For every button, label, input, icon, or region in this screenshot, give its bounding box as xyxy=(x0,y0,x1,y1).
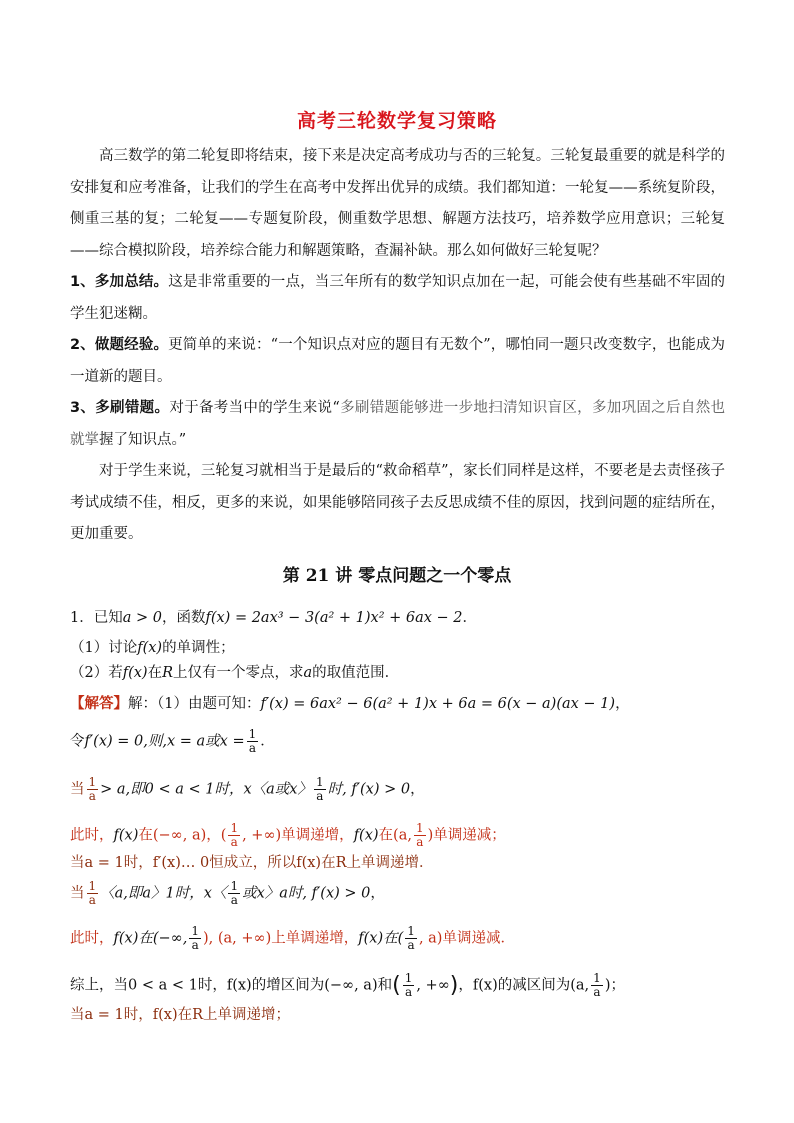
tip-1-text: 这是非常重要的一点，当三年所有的数学知识点加在一起，可能会使有些基础不牢固的学生犯迷糊。 xyxy=(70,274,725,322)
frac-num: 1 xyxy=(415,821,424,835)
frac-den: a xyxy=(230,893,238,907)
closing-paragraph: 对于学生来说，三轮复习就相当于是最后的“救命稻草”，家长们同样是这样，不要老是去责怪孩子考试成绩不佳，相反，更多的来说，如果能够陪同孩子去反思成绩不佳的原因，找到问题的症结所在，更加重要。 xyxy=(70,463,725,542)
line-7-func-2: f(x)在( xyxy=(358,930,404,947)
solution-line-5: 当a = 1时，f′(x)… 0恒成立，所以f(x)在R上单调递增． xyxy=(70,855,434,871)
line-8-increase: f(x)的增区间为(−∞, a)和 xyxy=(226,977,393,994)
fraction-1-over-a xyxy=(87,776,99,803)
line-3-end: ， xyxy=(410,781,425,798)
lecture-title: 第 21 讲 零点问题之一个零点 xyxy=(282,566,512,586)
line-3-text: 当 xyxy=(70,781,85,798)
part-2-text-c: 的取值范围． xyxy=(312,665,400,681)
page-title: 高考三轮数学复习策略 xyxy=(296,110,497,132)
line-6-range: x〈 xyxy=(203,885,227,902)
frac-num: 1 xyxy=(315,775,324,789)
fraction-1-over-a xyxy=(247,728,259,755)
derivative-equation: f′(x) = 6ax² − 6(a² + 1)x + 6a = 6(x − a)(ax − 1) xyxy=(260,696,616,712)
frac-den: a xyxy=(88,789,96,803)
problem-part-1 xyxy=(70,636,235,657)
frac-num: 1 xyxy=(593,971,601,985)
line-3-result: 时, f′(x) > 0 xyxy=(327,781,411,798)
frac-num: 1 xyxy=(404,971,413,985)
line-4-decrease: )单调递减； xyxy=(427,827,506,844)
frac-den: a xyxy=(593,985,601,999)
fraction-1-over-a xyxy=(87,880,99,907)
line-3-cond: > a,即0 < a < 1时， xyxy=(100,781,244,798)
tip-2-lead: 2、做题经验。 xyxy=(70,337,169,353)
line-4-comma: ，( xyxy=(206,827,227,844)
intro-paragraph: 高三数学的第二轮复即将结束，接下来是决定高考成功与否的三轮复。三轮复最重要的就是科学的安排复和应考准备，让我们的学生在高考中发挥出优异的成绩。我们都知道：一轮复——系统复阶段，侧重三基的复；二轮复——专题复阶段，侧重数学思想、解题方法技巧，培养数学应用意识；三轮复——综合模拟阶段，培养综合能力和解题策略，查漏补缺。那么如何做好三轮复呢？ xyxy=(70,148,725,259)
tip-3-lead: 3、多刷错题。 xyxy=(70,400,170,416)
line-2-text: 令 xyxy=(70,733,85,750)
line-6-cond: 〈a,即a〉1时， xyxy=(100,885,204,902)
solution-line-6 xyxy=(70,880,385,907)
frac-den: a xyxy=(230,835,238,849)
fraction-1-over-a xyxy=(414,822,426,849)
problem-text: ，函数 xyxy=(161,610,206,626)
tip-3-text-b: 握了知识点。” xyxy=(99,431,187,448)
solution-intro: 解：（1）由题可知： xyxy=(128,696,261,712)
line-6-end: ， xyxy=(370,885,385,902)
problem-number: 1．已知 xyxy=(70,610,123,626)
solution-tag: 【解答】 xyxy=(70,696,128,712)
line-4-interval-2: 在(a, xyxy=(378,827,412,844)
line-7-func: f(x)在(−∞, xyxy=(113,930,188,947)
tip-3-text-a: 对于备考当中的学生来说“ xyxy=(169,400,340,416)
frac-num: 1 xyxy=(191,924,199,938)
line-3-range: x〈a或x〉 xyxy=(243,781,312,798)
line-4-increase: , +∞)单调递增， xyxy=(242,827,354,844)
part-2-text-a: 在 xyxy=(147,665,163,681)
solution-line-1-end: ， xyxy=(615,696,630,712)
fraction-1-over-a xyxy=(228,822,240,849)
tip-2 xyxy=(70,330,725,393)
line-8-decrease: ，f(x)的减区间为(a, xyxy=(458,977,590,994)
solution-line-8: 综上，当0 < a < 1时，f(x)的增区间为(−∞, a)和( $\frac{1}{a}$ , +∞)，f(x)的减区间为(a, $\frac{1}{a}$ )； xyxy=(70,971,625,999)
problem-part-2 xyxy=(70,661,399,682)
solution-line-7 xyxy=(70,925,515,952)
solution-line-4 xyxy=(70,822,506,849)
tip-2-text: 更简单的来说：“一个知识点对应的题目有无数个”，哪怕同一题只改变数字，也能成为一道新的题目。 xyxy=(70,337,726,385)
line-4-text: 此时， xyxy=(70,827,114,844)
solution-line-3 xyxy=(70,776,425,803)
line-8-end: )； xyxy=(604,977,625,994)
fraction-1-over-a xyxy=(189,925,201,952)
solution-line-1 xyxy=(70,692,630,713)
line-8-text: 综上，当0 < a < 1时， xyxy=(70,977,227,994)
part-1-func: f(x) xyxy=(137,640,163,656)
fraction-1-over-a xyxy=(403,972,415,999)
solution-line-2: 令f′(x) = 0,则,x = a或x = $\frac{1}{a}$ ． xyxy=(70,727,275,755)
fraction-1-over-a xyxy=(228,880,240,907)
solution-line-9: 当a = 1时，f(x)在R上单调递增； xyxy=(70,1007,291,1023)
line-7-text: 此时， xyxy=(70,930,114,947)
tip-1 xyxy=(70,267,725,330)
tip-3 xyxy=(70,393,725,456)
frac-num: 1 xyxy=(407,924,415,938)
frac-num: 1 xyxy=(88,775,97,789)
part-2-a: a xyxy=(303,665,313,681)
problem-statement xyxy=(70,606,477,627)
part-2-text-b: 上仅有一个零点，求 xyxy=(173,665,304,681)
line-8-interval: , +∞ xyxy=(416,977,450,994)
line-4-func-2: f(x) xyxy=(353,827,379,844)
problem-end: ． xyxy=(462,610,478,626)
fraction-1-over-a xyxy=(591,972,603,999)
part-1-text: 的单调性； xyxy=(162,640,235,656)
fraction-1-over-a xyxy=(314,776,326,803)
frac-den: a xyxy=(191,938,199,952)
frac-num: 1 xyxy=(230,879,239,893)
frac-den: a xyxy=(248,741,256,755)
frac-den: a xyxy=(416,835,424,849)
frac-den: a xyxy=(407,938,415,952)
frac-den: a xyxy=(316,789,324,803)
line-6-text: 当 xyxy=(70,885,85,902)
frac-num: 1 xyxy=(230,821,239,835)
frac-num: 1 xyxy=(88,879,97,893)
part-2-func: f(x) xyxy=(122,665,148,681)
frac-den: a xyxy=(404,985,413,999)
line-2-eq: f′(x) = 0,则,x = a或x = xyxy=(84,733,245,750)
problem-function: f(x) = 2ax³ − 3(a² + 1)x² + 6ax − 2 xyxy=(205,610,463,626)
line-7-increase: ), (a, +∞)上单调递增， xyxy=(203,930,359,947)
line-6-result: 或x〉a时, f′(x) > 0 xyxy=(242,885,371,902)
frac-num: 1 xyxy=(248,727,257,741)
line-7-decrease: , a)单调递减． xyxy=(418,930,515,947)
tip-3-text-grey: 多刷错题能够进一步地扫清知识盲区，多加巩固之后自然也就掌 xyxy=(70,400,726,448)
problem-condition: a > 0 xyxy=(122,610,162,626)
tip-1-lead: 1、多加总结。 xyxy=(70,274,169,290)
line-4-interval-1: 在(−∞, a) xyxy=(138,827,207,844)
part-1-label: （1）讨论 xyxy=(70,640,138,656)
fraction-1-over-a xyxy=(405,925,417,952)
part-2-R: R xyxy=(162,665,174,681)
part-2-label: （2）若 xyxy=(70,665,123,681)
line-4-func: f(x) xyxy=(113,827,139,844)
frac-den: a xyxy=(88,893,96,907)
